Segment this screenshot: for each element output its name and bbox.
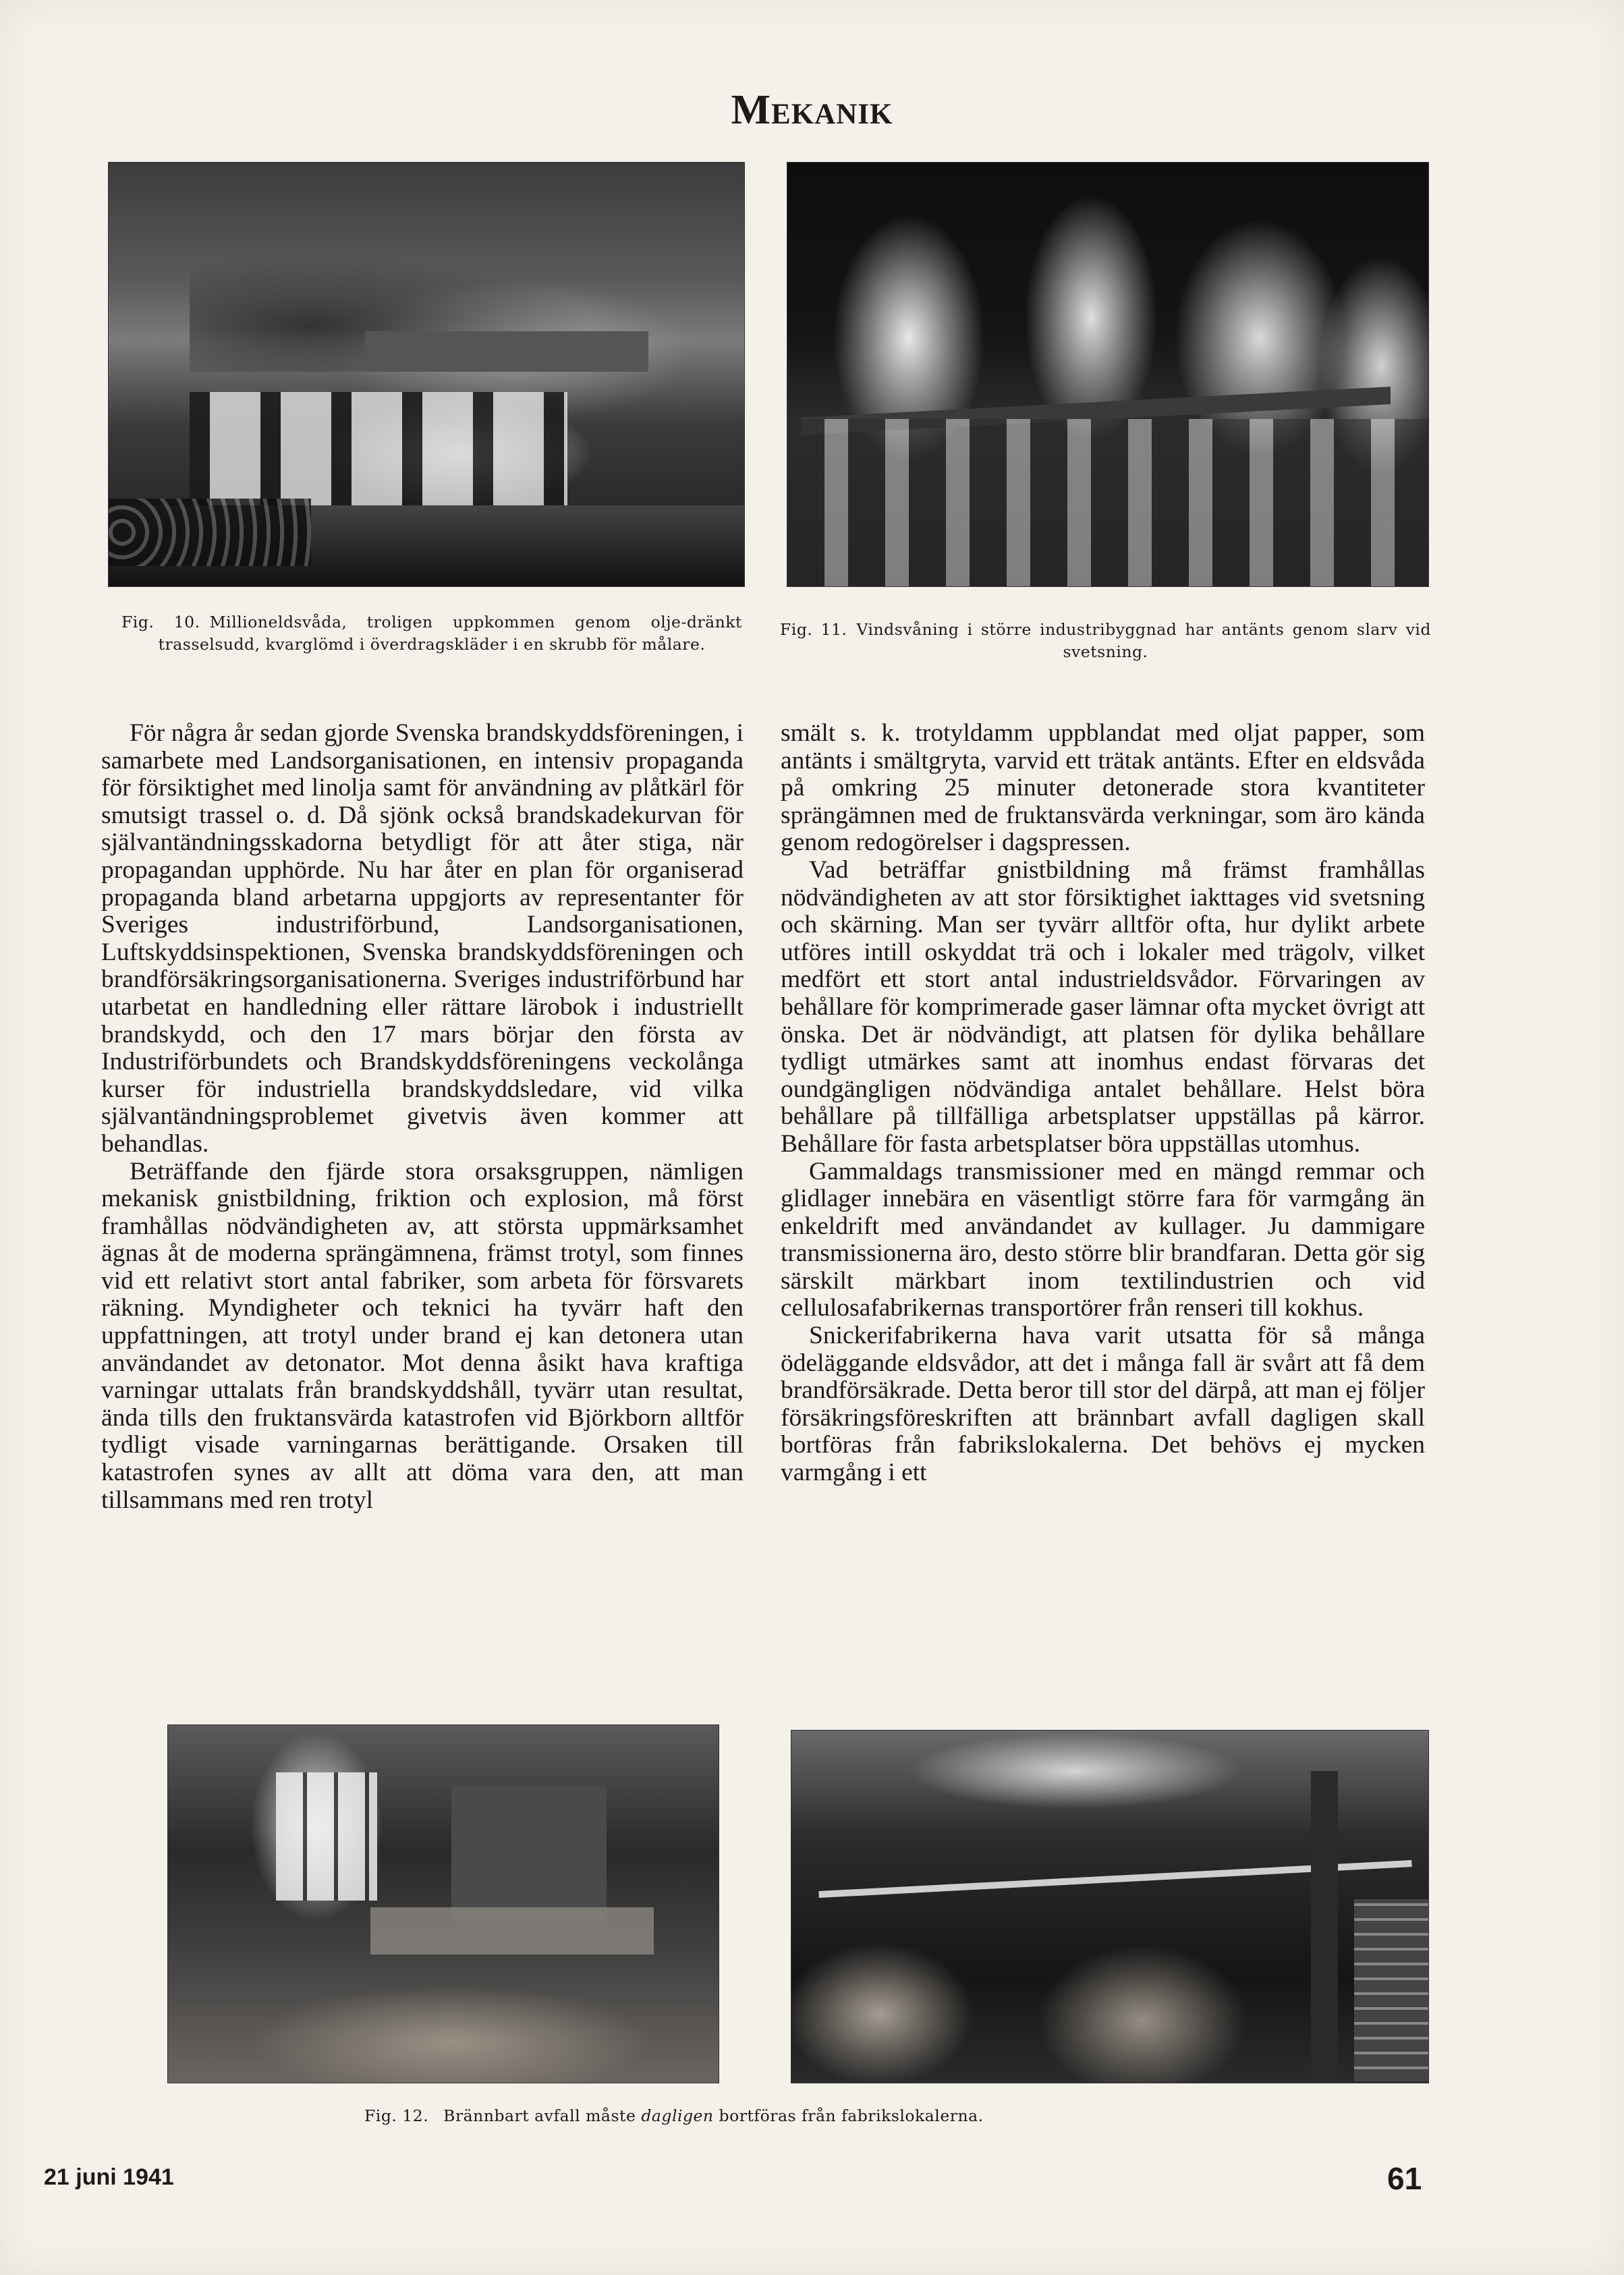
fig12-brick-wall bbox=[1354, 1899, 1428, 2081]
fig12-machine bbox=[451, 1786, 607, 1921]
right-paragraph-2: Vad beträffar gnistbildning må främst framhållas nödvändigheten av att stor försiktighet iakttages vid svetsning och skärning. Man ser tyvärr alltför ofta, hur dylikt arbete utföres intill oskyddat trä och i lokaler med trägolv, vilket medfört ett stort antal industrieldsvådor. Förvaringen av behållare för komprimerade gaser lämnar ofta mycket övrigt att önska. Det är nödvändigt, att platsen för dylika behållare tydligt utmärkes samt att inomhus endast förvaras det oundgängligen nödvändiga antalet behållare. Helst böra behållare på tillfälliga arbetsplatser uppställas på kärror. Behållare för fasta arbetsplatser böra uppställas utomhus. bbox=[781, 855, 1425, 1158]
left-paragraph-2: Beträffande den fjärde stora orsaksgruppen, nämligen mekanisk gnistbildning, friktion och explosion, må först framhållas nödvändigheten av, att största uppmärksamhet ägnas åt de moderna sprängämnena, främst trotyl, som finnes vid ett relativt stort antal fabriker, som arbeta för försvarets räkning. Myndigheter och teknici ha tyvärr haft den uppfattningen, att trotyl under brand ej kan detonera utan användandet av detonator. Mot denna åsikt hava kraftiga varningar uttalats från brandskyddshåll, tyvärr utan resultat, ända tills den fruktansvärda katastrofen vid Björkborn alltför tydligt visade varningarnas berättigande. Orsaken till katastrofen synes av allt att döma vara den, att man tillsammans med ren trotyl bbox=[101, 1157, 744, 1514]
fig10-photo bbox=[108, 162, 745, 587]
fig11-caption bbox=[780, 619, 1431, 663]
fig10-roof bbox=[365, 331, 648, 372]
fig12-caption-before: Brännbart avfall måste bbox=[443, 2106, 636, 2125]
fig10-wheels bbox=[109, 499, 311, 566]
fig10-burning-arches bbox=[190, 392, 567, 507]
page-number: 61 bbox=[1387, 2161, 1422, 2196]
fig12-photo-left bbox=[167, 1724, 719, 2083]
right-paragraph-1: smält s. k. trotyldamm uppblandat med oljat papper, som antänts i smältgryta, varvid ett trätak antänts. Efter en eldsvåda på omkring 25 minuter detonerade stora kvantiteter sprängämnen med de fruktansvärda verkningar, som äro kända genom redogörelser i dagspressen. bbox=[781, 719, 1425, 857]
fig11-label: Fig. 11. bbox=[780, 620, 847, 639]
fig12-caption bbox=[364, 2105, 1241, 2127]
right-column bbox=[781, 720, 1425, 1487]
fig12-caption-emphasis: dagligen bbox=[641, 2106, 714, 2125]
fig10-caption-text: Millioneldsvåda, troligen uppkommen genom olje-dränkt trasselsudd, kvarglömd i överdragskläder i en skrubb för målare. bbox=[158, 613, 742, 654]
fig12-window bbox=[276, 1772, 377, 1901]
fig11-caption-text: Vindsvåning i större industribyggnad har antänts genom slarv vid svetsning. bbox=[856, 620, 1431, 661]
issue-date: 21 juni 1941 bbox=[44, 2164, 174, 2190]
right-paragraph-4: Snickerifabrikerna hava varit utsatta för så många ödeläggande eldsvådor, att det i många fall är svårt att få dem brandförsäkrade. Detta beror till stor del därpå, att man ej följer försäkringsföreskriften att brännbart avfall dagligen skall bortföras från fabrikslokalerna. Det behövs ej mycken varmgång i ett bbox=[781, 1322, 1425, 1487]
fig11-photo bbox=[787, 162, 1429, 587]
fig12-photo-right bbox=[791, 1730, 1429, 2083]
fig12-bench bbox=[370, 1907, 654, 1955]
right-paragraph-3: Gammaldags transmissioner med en mängd remmar och glidlager innebära en väsentligt större fara för varmgång än enkeldrift med användandet av kullager. Ju dammigare transmissionerna äro, desto större blir brandfaran. Detta gör sig särskilt märkbart inom textilindustrien och vid cellulosafabrikernas transportörer från renseri till kokhus. bbox=[781, 1157, 1425, 1322]
fig10-label: Fig. 10. bbox=[121, 613, 200, 631]
fig12-post bbox=[1311, 1771, 1338, 2081]
fig12-caption-after: bortföras från fabrikslokalerna. bbox=[719, 2106, 984, 2125]
fig10-caption bbox=[121, 611, 742, 656]
left-paragraph-1: För några år sedan gjorde Svenska brandskyddsföreningen, i samarbete med Landsorganisationen, en intensiv propaganda för försiktighet med linolja samt för användning av plåtkärl för smutsigt trassel o. d. Då sjönk också brandskadekurvan för självantändningsskadorna betydligt för att åter stiga, när propagandan upphörde. Nu har åter en plan för organiserad propaganda bland arbetarna uppgjorts av representanter för Sveriges industriförbund, Landsorganisationen, Luftskyddsinspektionen, Svenska brandskyddsföreningen och brandförsäkringsorganisationerna. Sveriges industriförbund har utarbetat en handledning eller rättare lärobok i industriellt brandskydd, och den 17 mars börjar den första av Industriförbundets och Brandskyddsföreningens veckolånga kurser för industriella brandskyddsledare, vid vilka självantändningsproblemet givetvis även kommer att behandlas. bbox=[101, 719, 744, 1158]
section-title: Mekanik bbox=[731, 87, 893, 133]
fig12-label: Fig. 12. bbox=[364, 2106, 429, 2125]
fig11-facade bbox=[787, 419, 1428, 586]
left-column bbox=[101, 720, 744, 1514]
page-header bbox=[0, 86, 1624, 134]
